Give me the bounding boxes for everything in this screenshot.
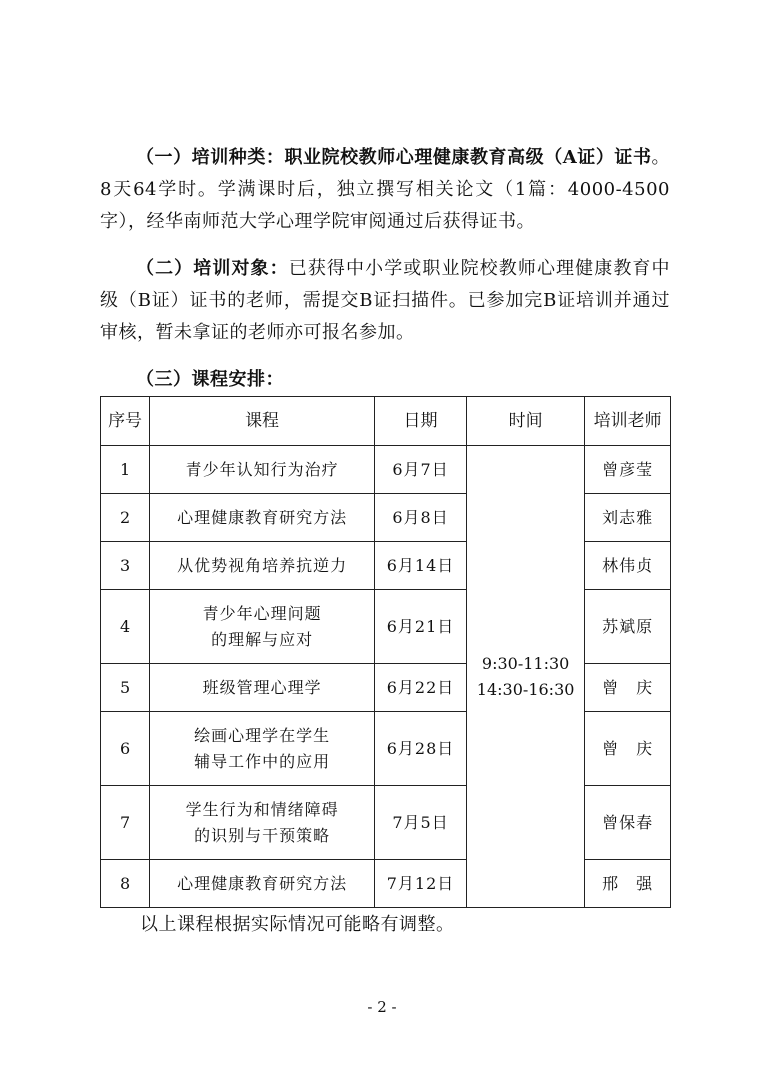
row-seq: 5 — [101, 664, 150, 712]
training-target-details: 已获得中小学或职业院校教师心理健康教育中级（B证）证书的老师，需提交B证扫描件。已参加完B证培训并通过审核，暂未拿证的老师亦可报名参加。 — [100, 258, 671, 343]
training-type-heading: （一）培训种类： — [136, 147, 285, 168]
table-row — [101, 786, 671, 860]
table-header-row — [101, 397, 671, 446]
row-course: 从优势视角培养抗逆力 — [150, 542, 375, 590]
row-date: 7月12日 — [375, 860, 467, 908]
row-course: 班级管理心理学 — [150, 664, 375, 712]
header-seq: 序号 — [101, 397, 150, 446]
row-seq: 2 — [101, 494, 150, 542]
row-seq: 4 — [101, 590, 150, 664]
training-target-heading: （二）培训对象： — [136, 258, 289, 279]
row-date: 6月8日 — [375, 494, 467, 542]
row-course: 学生行为和情绪障碍 的识别与干预策略 — [150, 786, 375, 860]
row-course: 青少年认知行为治疗 — [150, 446, 375, 494]
time-slot-afternoon: 14:30-16:30 — [476, 679, 575, 699]
row-course: 绘画心理学在学生 辅导工作中的应用 — [150, 712, 375, 786]
table-row — [101, 446, 671, 494]
row-course: 青少年心理问题 的理解与应对 — [150, 590, 375, 664]
adjustment-note: 以上课程根据实际情况可能略有调整。 — [140, 914, 455, 935]
row-date: 6月22日 — [375, 664, 467, 712]
row-course: 心理健康教育研究方法 — [150, 860, 375, 908]
header-date: 日期 — [375, 397, 467, 446]
row-teacher: 曾 庆 — [585, 712, 671, 786]
row-teacher: 林伟贞 — [585, 542, 671, 590]
header-course: 课程 — [150, 397, 375, 446]
row-date: 6月28日 — [375, 712, 467, 786]
row-date: 6月7日 — [375, 446, 467, 494]
table-row — [101, 860, 671, 908]
row-teacher: 刘志雅 — [585, 494, 671, 542]
row-seq: 8 — [101, 860, 150, 908]
row-seq: 6 — [101, 712, 150, 786]
table-row — [101, 712, 671, 786]
header-teacher: 培训老师 — [585, 397, 671, 446]
schedule-heading: （三）课程安排： — [136, 369, 284, 390]
course-schedule-table — [100, 396, 671, 908]
header-time: 时间 — [467, 397, 585, 446]
row-date: 7月5日 — [375, 786, 467, 860]
time-slot-morning: 9:30-11:30 — [481, 653, 570, 673]
row-teacher: 曾彦莹 — [585, 446, 671, 494]
row-teacher: 邢 强 — [585, 860, 671, 908]
row-seq: 3 — [101, 542, 150, 590]
table-row — [101, 542, 671, 590]
training-type-certificate: 职业院校教师心理健康教育高级（A证）证书 — [284, 147, 652, 168]
table-row — [101, 590, 671, 664]
row-date: 6月21日 — [375, 590, 467, 664]
time-cell — [467, 446, 585, 908]
training-target-paragraph — [100, 253, 670, 349]
training-type-details: 。8天64学时。学满课时后，独立撰写相关论文（1篇：4000-4500字），经华南师范大学心理学院审阅通过后获得证书。 — [100, 147, 670, 232]
row-seq: 7 — [101, 786, 150, 860]
page-number: - 2 - — [367, 998, 397, 1016]
table-row — [101, 494, 671, 542]
row-teacher: 曾 庆 — [585, 664, 671, 712]
row-date: 6月14日 — [375, 542, 467, 590]
row-seq: 1 — [101, 446, 150, 494]
training-type-paragraph — [100, 142, 670, 238]
row-teacher: 苏斌原 — [585, 590, 671, 664]
row-teacher: 曾保春 — [585, 786, 671, 860]
row-course: 心理健康教育研究方法 — [150, 494, 375, 542]
table-row — [101, 664, 671, 712]
